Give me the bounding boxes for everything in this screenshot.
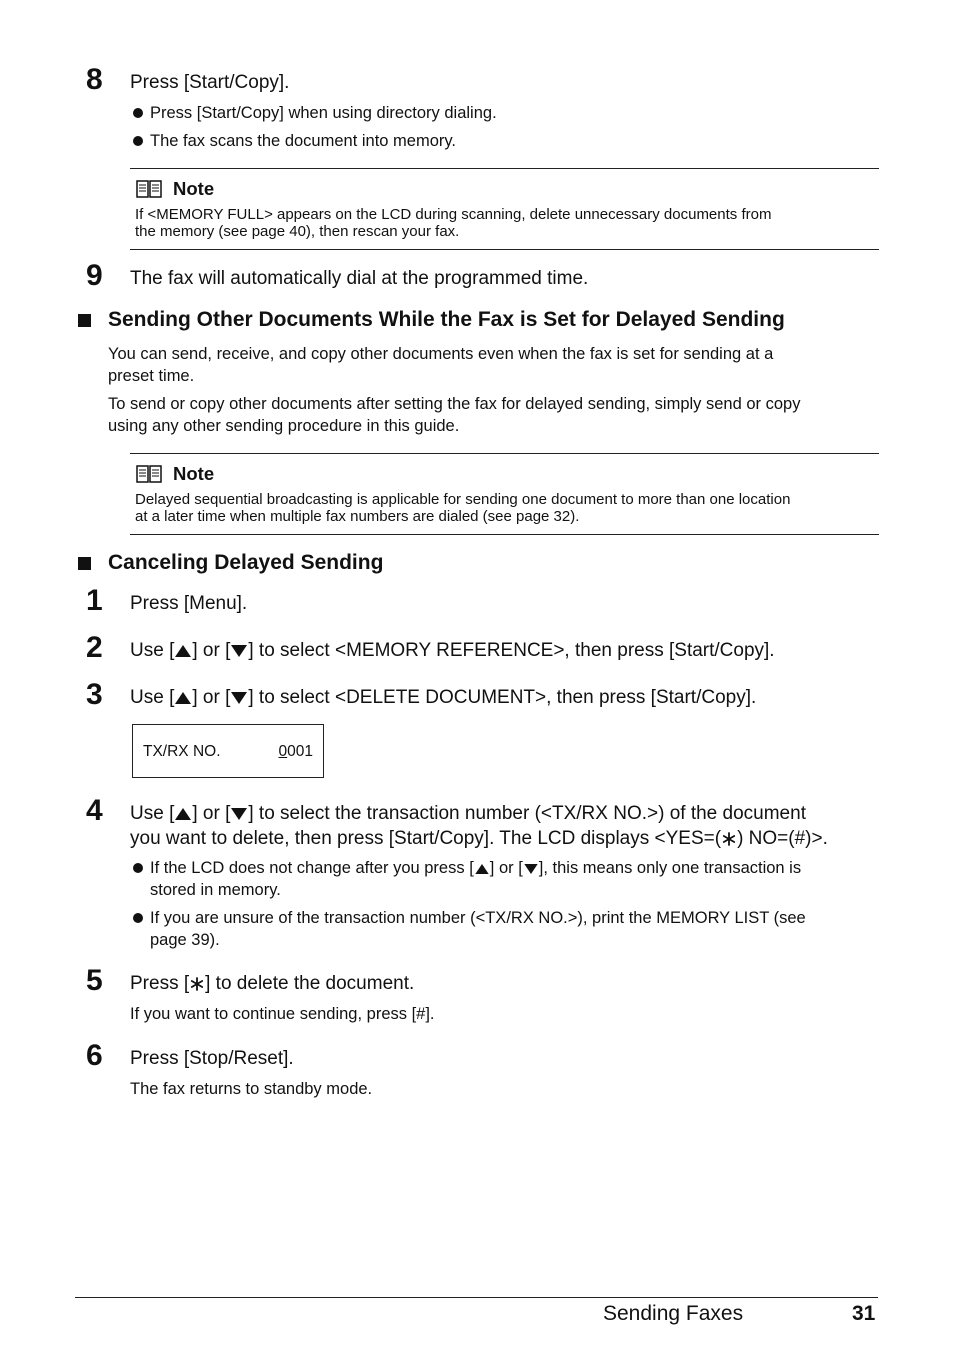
paragraph-line: You can send, receive, and copy other documents even when the fax is set for sending at a <box>108 345 774 363</box>
text-run: you want to delete, then press [Start/Copy]. The LCD displays <YES=( <box>130 828 722 849</box>
note-line: the memory (see page 40), then rescan your fax. <box>135 223 460 240</box>
text-run: ] to select <DELETE DOCUMENT>, then press [Start/Copy]. <box>248 687 757 708</box>
asterisk-icon <box>722 832 736 846</box>
section-heading-text: Sending Other Documents While the Fax is Set for Delayed Sending <box>108 308 785 331</box>
text-run: ] to delete the document. <box>205 973 415 994</box>
square-bullet-icon <box>78 314 91 327</box>
up-arrow-icon <box>175 645 191 657</box>
step-line <box>130 826 890 851</box>
book-icon <box>136 179 162 199</box>
paragraph <box>108 393 883 437</box>
step-number: 2 <box>86 631 103 664</box>
paragraph-line: To send or copy other documents after setting the fax for delayed sending, simply send or copy <box>108 395 801 413</box>
up-arrow-icon <box>175 692 191 704</box>
note-line: Delayed sequential broadcasting is applicable for sending one document to more than one location <box>135 491 791 508</box>
step-number: 5 <box>86 964 103 997</box>
note-heading <box>136 463 214 485</box>
bullet-item: The fax scans the document into memory. <box>131 130 876 152</box>
bullet-line: If you are unsure of the transaction number (<TX/RX NO.>), print the MEMORY LIST (see <box>150 909 806 927</box>
step-line <box>130 801 890 826</box>
note-body <box>135 491 875 525</box>
step-number: 4 <box>86 794 103 827</box>
text-run: ] to select the transaction number (<TX/RX NO.>) of the document <box>248 803 806 824</box>
book-icon <box>136 464 162 484</box>
asterisk-icon <box>190 977 204 991</box>
step-text <box>130 685 890 710</box>
up-arrow-icon <box>175 808 191 820</box>
step-text <box>130 638 890 663</box>
note-top-rule <box>130 453 879 454</box>
note-heading <box>136 178 214 200</box>
step-text <box>130 971 890 996</box>
down-arrow-icon <box>524 864 538 874</box>
bullet-item <box>131 907 876 951</box>
text-run: Press [ <box>130 973 190 994</box>
bullet-line <box>150 857 876 879</box>
text-run: ] or [ <box>192 640 231 661</box>
text-run: Use [ <box>130 640 175 661</box>
bullet-line: page 39). <box>150 931 220 949</box>
section-heading <box>78 308 785 332</box>
down-arrow-icon <box>231 692 247 704</box>
note-bottom-rule <box>130 249 879 250</box>
note-top-rule <box>130 168 879 169</box>
text-run: ] to select <MEMORY REFERENCE>, then press [Start/Copy]. <box>248 640 775 661</box>
lcd-value <box>279 743 314 761</box>
text-run: Use [ <box>130 803 175 824</box>
paragraph-line: preset time. <box>108 367 195 385</box>
page-number: 31 <box>852 1302 876 1325</box>
step-number: 9 <box>86 259 103 292</box>
lcd-cursor: 0 <box>278 743 288 760</box>
note-title: Note <box>173 178 215 199</box>
paragraph-line: using any other sending procedure in this guide. <box>108 417 460 435</box>
text-run: ], this means only one transaction is <box>538 859 802 877</box>
note-body <box>135 206 875 240</box>
step-text: Press [Menu]. <box>130 593 248 614</box>
bullet-line: stored in memory. <box>150 881 281 899</box>
step-text: Press [Start/Copy]. <box>130 72 290 93</box>
bullet-item <box>131 857 876 901</box>
step-text: The fax will automatically dial at the programmed time. <box>130 268 589 289</box>
step-number: 1 <box>86 584 103 617</box>
note-line: at a later time when multiple fax numbers are dialed (see page 32). <box>135 508 580 525</box>
text-run: If the LCD does not change after you press [ <box>150 859 474 877</box>
lcd-display <box>132 724 324 778</box>
square-bullet-icon <box>78 557 91 570</box>
footer-rule <box>75 1297 878 1298</box>
text-run: Use [ <box>130 687 175 708</box>
text-run: ) NO=(#)>. <box>737 828 828 849</box>
step-text <box>130 801 890 851</box>
bullet-item: Press [Start/Copy] when using directory dialing. <box>131 102 876 124</box>
text-run: ] or [ <box>192 803 231 824</box>
down-arrow-icon <box>231 808 247 820</box>
up-arrow-icon <box>475 864 489 874</box>
text-run: ] or [ <box>489 859 523 877</box>
step-sub-text: The fax returns to standby mode. <box>130 1080 373 1098</box>
down-arrow-icon <box>231 645 247 657</box>
step-text: Press [Stop/Reset]. <box>130 1048 294 1069</box>
lcd-label: TX/RX NO. <box>143 743 221 760</box>
note-title: Note <box>173 463 215 484</box>
footer-title: Sending Faxes <box>603 1302 744 1325</box>
note-bottom-rule <box>130 534 879 535</box>
lcd-value-rest: 001 <box>287 743 313 760</box>
section-heading-text: Canceling Delayed Sending <box>108 551 384 574</box>
step-number: 6 <box>86 1039 103 1072</box>
note-line: If <MEMORY FULL> appears on the LCD during scanning, delete unnecessary documents from <box>135 206 772 223</box>
step-sub-text: If you want to continue sending, press [#]. <box>130 1005 435 1023</box>
section-heading <box>78 551 383 575</box>
step-number: 8 <box>86 63 103 96</box>
text-run: ] or [ <box>192 687 231 708</box>
paragraph <box>108 343 883 387</box>
step-number: 3 <box>86 678 103 711</box>
